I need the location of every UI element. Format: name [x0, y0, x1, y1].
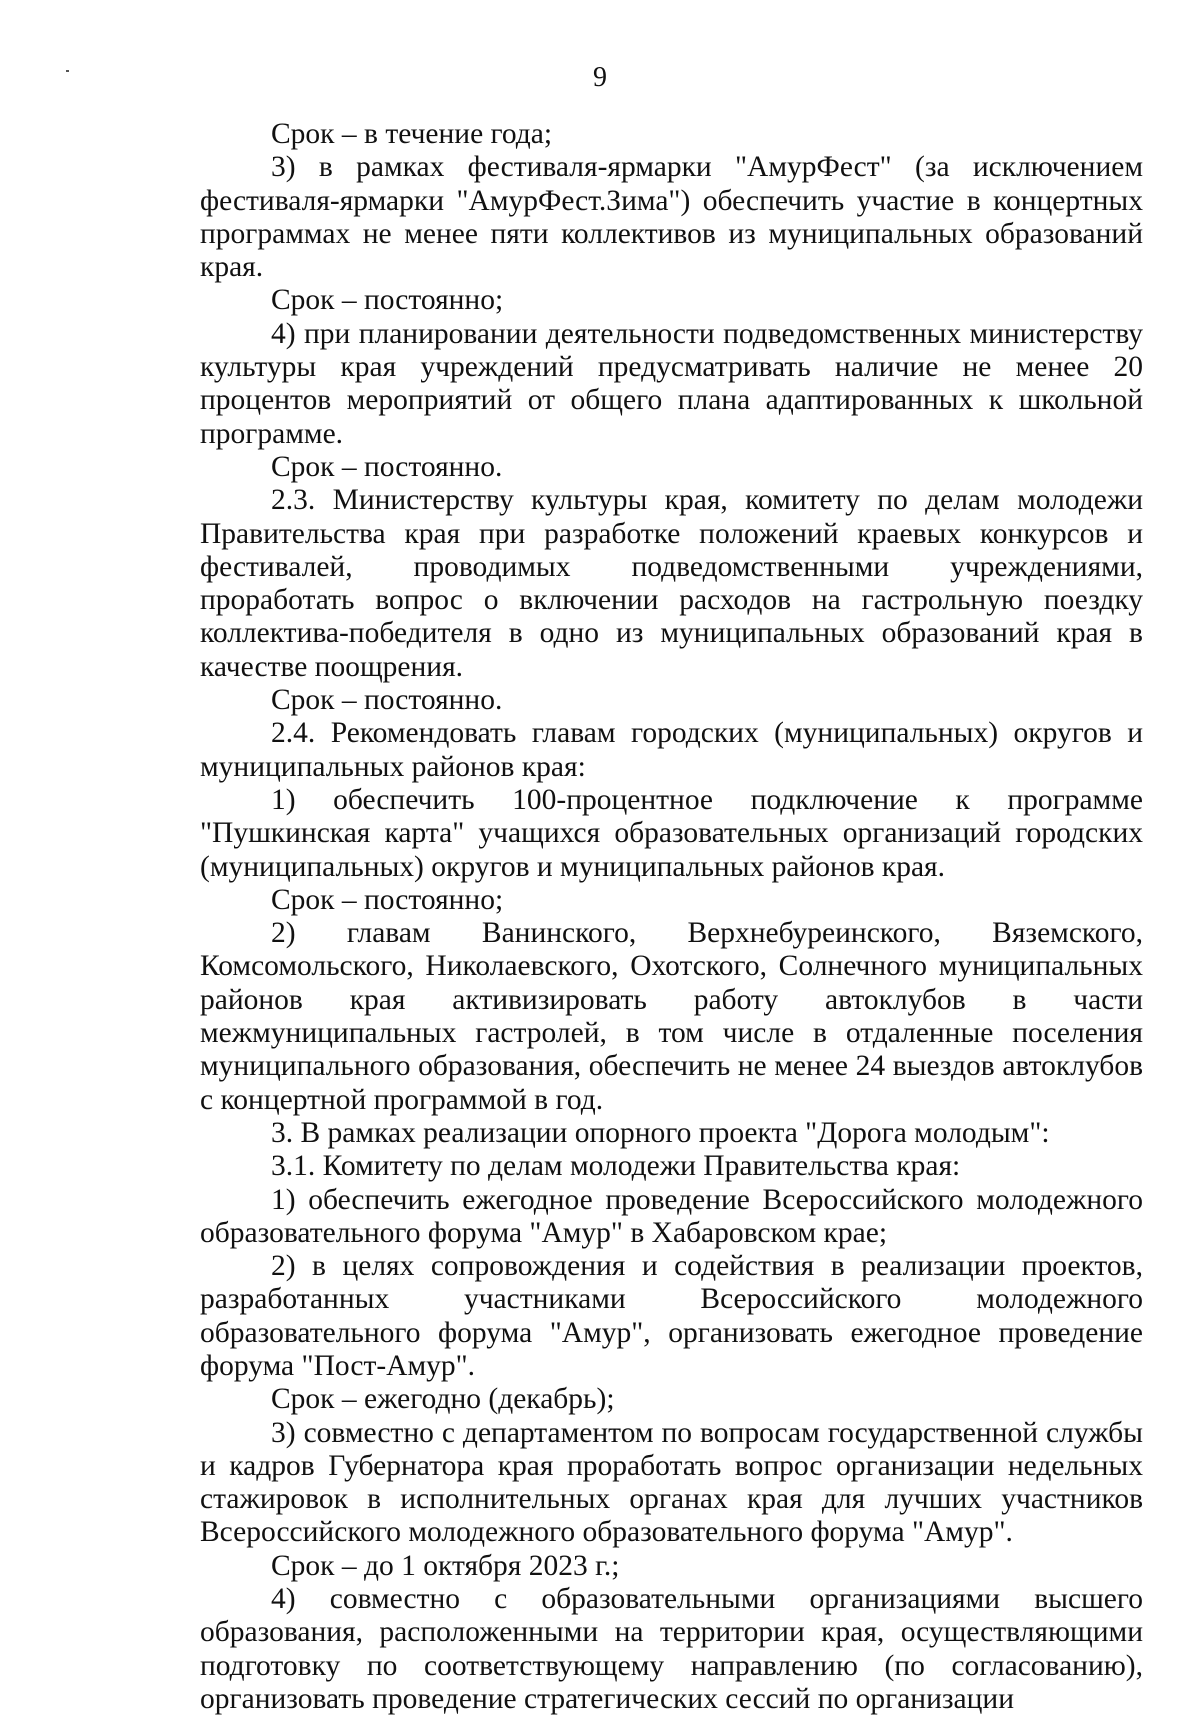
- clause-paragraph: 3.1. Комитету по делам молодежи Правительства края:: [271, 1150, 961, 1183]
- document-body: [200, 118, 1143, 1716]
- clause-paragraph: 2) главам Ванинского, Верхнебуреинского, Вяземского, Комсомольского, Николаевского, Охотского, Солнечного муниципальных районов края активизировать работу автоклубов в части межмуниципальных гастролей, в том числе в отдаленные поселения муниципального образования, обеспечить не менее 24 выездов автоклубов с концертной программой в год.: [200, 917, 1143, 1116]
- clause-paragraph: 1) обеспечить ежегодное проведение Всероссийского молодежного образовательного форума "Амур" в Хабаровском крае;: [200, 1183, 1143, 1249]
- deadline-paragraph: Срок – в течение года;: [271, 118, 553, 150]
- deadline-paragraph: Срок – ежегодно (декабрь);: [271, 1383, 615, 1416]
- page-number: 9: [593, 62, 607, 93]
- clause-paragraph: 3) совместно с департаментом по вопросам государственной службы и кадров Губернатора края проработать вопрос организации недельных стажировок в исполнительных органах края для лучших участников Всероссийского молодежного образовательного форума "Амур".: [200, 1416, 1143, 1549]
- deadline-paragraph: Срок – постоянно;: [271, 284, 504, 317]
- clause-paragraph: 3) в рамках фестиваля-ярмарки "АмурФест" (за исключением фестиваля-ярмарки "АмурФест.Зима") обеспечить участие в концертных программах не менее пяти коллективов из муниципальных образований края.: [200, 151, 1143, 284]
- clause-paragraph: 2) в целях сопровождения и содействия в реализации проектов, разработанных участниками Всероссийского молодежного образовательного форума "Амур", организовать ежегодное проведение форума "Пост-Амур".: [200, 1250, 1143, 1382]
- deadline-paragraph: Срок – до 1 октября 2023 г.;: [271, 1549, 620, 1582]
- deadline-paragraph: Срок – постоянно.: [271, 450, 503, 483]
- section-heading-paragraph: 3. В рамках реализации опорного проекта "Дорога молодым":: [271, 1116, 1050, 1149]
- deadline-paragraph: Срок – постоянно;: [271, 883, 504, 916]
- deadline-paragraph: Срок – постоянно.: [271, 684, 503, 717]
- clause-paragraph: 2.3. Министерству культуры края, комитету по делам молодежи Правительства края при разработке положений краевых конкурсов и фестивалей, проводимых подведомственными учреждениями, проработать вопрос о включении расходов на гастрольную поездку коллектива-победителя в одно из муниципальных образований края в качестве поощрения.: [200, 484, 1143, 683]
- clause-paragraph: 4) при планировании деятельности подведомственных министерству культуры края учреждений предусматривать наличие не менее 20 процентов мероприятий от общего плана адаптированных к школьной программе.: [200, 317, 1143, 450]
- clause-paragraph: 2.4. Рекомендовать главам городских (муниципальных) округов и муниципальных районов края:: [200, 717, 1143, 783]
- clause-paragraph: 1) обеспечить 100-процентное подключение к программе "Пушкинская карта" учащихся образовательных организаций городских (муниципальных) округов и муниципальных районов края.: [200, 783, 1143, 883]
- clause-paragraph: 4) совместно с образовательными организациями высшего образования, расположенными на территории края, осуществляющими подготовку по соответствующему направлению (по согласованию), организовать проведение стратегических сессий по организации: [200, 1583, 1143, 1715]
